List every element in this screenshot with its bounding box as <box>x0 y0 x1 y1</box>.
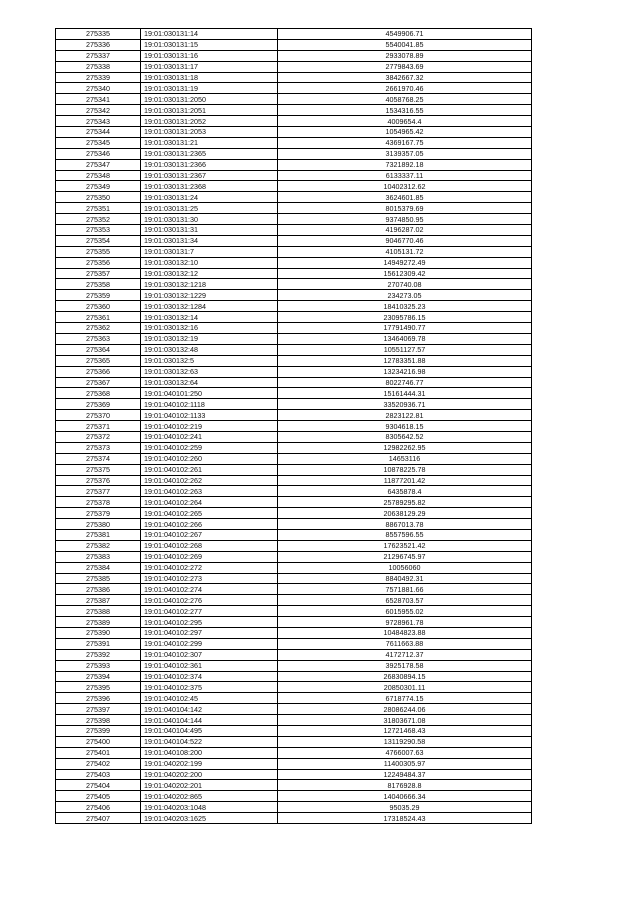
table-body <box>56 29 532 824</box>
cadastral-number-cell: 19:01:040104:522 <box>141 736 278 747</box>
table-row <box>56 61 532 72</box>
table-row <box>56 105 532 116</box>
cadastral-value-cell: 6133337.11 <box>278 170 532 181</box>
row-number-cell: 275344 <box>56 127 141 138</box>
table-row <box>56 715 532 726</box>
row-number-cell: 275381 <box>56 529 141 540</box>
cadastral-number-cell: 19:01:040102:45 <box>141 693 278 704</box>
row-number-cell: 275379 <box>56 508 141 519</box>
cadastral-value-cell: 33520936.71 <box>278 399 532 410</box>
cadastral-value-cell: 9046770.46 <box>278 235 532 246</box>
table-row <box>56 323 532 334</box>
cadastral-number-cell: 19:01:030131:2365 <box>141 148 278 159</box>
table-row <box>56 540 532 551</box>
cadastral-value-cell: 10056060 <box>278 562 532 573</box>
table-row <box>56 137 532 148</box>
table-row <box>56 290 532 301</box>
cadastral-number-cell: 19:01:030131:21 <box>141 137 278 148</box>
cadastral-value-cell: 26830894.15 <box>278 671 532 682</box>
table-row <box>56 421 532 432</box>
table-row <box>56 431 532 442</box>
cadastral-number-cell: 19:01:040102:374 <box>141 671 278 682</box>
cadastral-number-cell: 19:01:040102:277 <box>141 606 278 617</box>
cadastral-value-cell: 3842667.32 <box>278 72 532 83</box>
cadastral-value-cell: 95035.29 <box>278 802 532 813</box>
row-number-cell: 275402 <box>56 758 141 769</box>
table-row <box>56 148 532 159</box>
cadastral-number-cell: 19:01:040102:295 <box>141 617 278 628</box>
cadastral-value-cell: 14653116 <box>278 453 532 464</box>
cadastral-value-cell: 2823122.81 <box>278 410 532 421</box>
row-number-cell: 275347 <box>56 159 141 170</box>
cadastral-number-cell: 19:01:040102:264 <box>141 497 278 508</box>
cadastral-number-cell: 19:01:040202:865 <box>141 791 278 802</box>
cadastral-value-table <box>55 28 532 824</box>
table-row <box>56 726 532 737</box>
table-row <box>56 301 532 312</box>
table-row <box>56 649 532 660</box>
row-number-cell: 275400 <box>56 736 141 747</box>
row-number-cell: 275351 <box>56 203 141 214</box>
table-row <box>56 747 532 758</box>
row-number-cell: 275341 <box>56 94 141 105</box>
cadastral-value-cell: 31803671.08 <box>278 715 532 726</box>
row-number-cell: 275364 <box>56 344 141 355</box>
cadastral-value-cell: 14040666.34 <box>278 791 532 802</box>
row-number-cell: 275356 <box>56 257 141 268</box>
cadastral-value-cell: 12249484.37 <box>278 769 532 780</box>
cadastral-value-cell: 14949272.49 <box>278 257 532 268</box>
row-number-cell: 275403 <box>56 769 141 780</box>
table-row <box>56 562 532 573</box>
row-number-cell: 275357 <box>56 268 141 279</box>
row-number-cell: 275365 <box>56 355 141 366</box>
cadastral-number-cell: 19:01:040102:259 <box>141 442 278 453</box>
row-number-cell: 275397 <box>56 704 141 715</box>
table-row <box>56 736 532 747</box>
table-row <box>56 333 532 344</box>
row-number-cell: 275375 <box>56 464 141 475</box>
row-number-cell: 275363 <box>56 333 141 344</box>
cadastral-number-cell: 19:01:040102:263 <box>141 486 278 497</box>
row-number-cell: 275373 <box>56 442 141 453</box>
cadastral-value-cell: 7571881.66 <box>278 584 532 595</box>
table-row <box>56 453 532 464</box>
cadastral-number-cell: 19:01:030131:16 <box>141 50 278 61</box>
cadastral-number-cell: 19:01:030131:34 <box>141 235 278 246</box>
cadastral-value-cell: 10402312.62 <box>278 181 532 192</box>
row-number-cell: 275355 <box>56 246 141 257</box>
row-number-cell: 275384 <box>56 562 141 573</box>
cadastral-number-cell: 19:01:030132:63 <box>141 366 278 377</box>
cadastral-value-cell: 18410325.23 <box>278 301 532 312</box>
row-number-cell: 275343 <box>56 116 141 127</box>
row-number-cell: 275396 <box>56 693 141 704</box>
cadastral-value-cell: 12783351.88 <box>278 355 532 366</box>
cadastral-value-cell: 8867013.78 <box>278 519 532 530</box>
cadastral-number-cell: 19:01:030132:1284 <box>141 301 278 312</box>
row-number-cell: 275394 <box>56 671 141 682</box>
cadastral-number-cell: 19:01:030132:16 <box>141 323 278 334</box>
cadastral-number-cell: 19:01:040102:375 <box>141 682 278 693</box>
cadastral-value-cell: 13119290.58 <box>278 736 532 747</box>
table-row <box>56 519 532 530</box>
table-row <box>56 203 532 214</box>
cadastral-value-cell: 20638129.29 <box>278 508 532 519</box>
row-number-cell: 275345 <box>56 137 141 148</box>
row-number-cell: 275405 <box>56 791 141 802</box>
row-number-cell: 275337 <box>56 50 141 61</box>
cadastral-number-cell: 19:01:030131:19 <box>141 83 278 94</box>
cadastral-number-cell: 19:01:030131:14 <box>141 29 278 40</box>
cadastral-value-cell: 7611663.88 <box>278 638 532 649</box>
cadastral-value-cell: 234273.05 <box>278 290 532 301</box>
table-row <box>56 72 532 83</box>
cadastral-number-cell: 19:01:030131:2368 <box>141 181 278 192</box>
cadastral-number-cell: 19:01:030131:17 <box>141 61 278 72</box>
cadastral-value-cell: 21296745.97 <box>278 551 532 562</box>
cadastral-value-cell: 20850301.11 <box>278 682 532 693</box>
table-row <box>56 682 532 693</box>
row-number-cell: 275346 <box>56 148 141 159</box>
cadastral-value-cell: 9304618.15 <box>278 421 532 432</box>
table-row <box>56 497 532 508</box>
cadastral-number-cell: 19:01:040202:201 <box>141 780 278 791</box>
cadastral-number-cell: 19:01:040203:1048 <box>141 802 278 813</box>
table-row <box>56 344 532 355</box>
cadastral-number-cell: 19:01:030131:18 <box>141 72 278 83</box>
table-row <box>56 235 532 246</box>
cadastral-number-cell: 19:01:030132:48 <box>141 344 278 355</box>
table-row <box>56 399 532 410</box>
table-row <box>56 279 532 290</box>
row-number-cell: 275342 <box>56 105 141 116</box>
table-row <box>56 257 532 268</box>
cadastral-value-cell: 28086244.06 <box>278 704 532 715</box>
cadastral-value-cell: 4196287.02 <box>278 225 532 236</box>
table-row <box>56 246 532 257</box>
cadastral-value-cell: 15612309.42 <box>278 268 532 279</box>
table-row <box>56 693 532 704</box>
row-number-cell: 275350 <box>56 192 141 203</box>
table-row <box>56 671 532 682</box>
row-number-cell: 275388 <box>56 606 141 617</box>
row-number-cell: 275404 <box>56 780 141 791</box>
cadastral-value-cell: 270740.08 <box>278 279 532 290</box>
cadastral-number-cell: 19:01:030131:7 <box>141 246 278 257</box>
cadastral-number-cell: 19:01:030131:2367 <box>141 170 278 181</box>
table-row <box>56 94 532 105</box>
table-row <box>56 50 532 61</box>
cadastral-value-cell: 4009654.4 <box>278 116 532 127</box>
cadastral-number-cell: 19:01:040102:297 <box>141 627 278 638</box>
cadastral-value-cell: 3624601.85 <box>278 192 532 203</box>
cadastral-number-cell: 19:01:030131:30 <box>141 214 278 225</box>
table-row <box>56 660 532 671</box>
row-number-cell: 275348 <box>56 170 141 181</box>
table-row <box>56 638 532 649</box>
row-number-cell: 275389 <box>56 617 141 628</box>
table-row <box>56 780 532 791</box>
table-row <box>56 791 532 802</box>
row-number-cell: 275374 <box>56 453 141 464</box>
cadastral-number-cell: 19:01:040102:299 <box>141 638 278 649</box>
cadastral-number-cell: 19:01:040102:276 <box>141 595 278 606</box>
cadastral-value-cell: 12721468.43 <box>278 726 532 737</box>
table-row <box>56 508 532 519</box>
row-number-cell: 275360 <box>56 301 141 312</box>
cadastral-value-cell: 11400305.97 <box>278 758 532 769</box>
row-number-cell: 275370 <box>56 410 141 421</box>
table-row <box>56 584 532 595</box>
cadastral-value-cell: 12982262.95 <box>278 442 532 453</box>
row-number-cell: 275362 <box>56 323 141 334</box>
table-row <box>56 268 532 279</box>
cadastral-value-cell: 6718774.15 <box>278 693 532 704</box>
table-row <box>56 225 532 236</box>
cadastral-value-cell: 3925178.58 <box>278 660 532 671</box>
table-row <box>56 159 532 170</box>
row-number-cell: 275383 <box>56 551 141 562</box>
row-number-cell: 275393 <box>56 660 141 671</box>
row-number-cell: 275338 <box>56 61 141 72</box>
cadastral-value-cell: 6435878.4 <box>278 486 532 497</box>
table-row <box>56 312 532 323</box>
cadastral-value-cell: 13234216.98 <box>278 366 532 377</box>
row-number-cell: 275354 <box>56 235 141 246</box>
table-row <box>56 627 532 638</box>
table-row <box>56 551 532 562</box>
cadastral-number-cell: 19:01:030132:5 <box>141 355 278 366</box>
cadastral-value-cell: 11877201.42 <box>278 475 532 486</box>
cadastral-value-cell: 2933078.89 <box>278 50 532 61</box>
cadastral-number-cell: 19:01:030131:24 <box>141 192 278 203</box>
row-number-cell: 275387 <box>56 595 141 606</box>
cadastral-number-cell: 19:01:040203:1625 <box>141 813 278 824</box>
table-row <box>56 377 532 388</box>
row-number-cell: 275366 <box>56 366 141 377</box>
table-row <box>56 529 532 540</box>
table-row <box>56 366 532 377</box>
cadastral-number-cell: 19:01:040104:495 <box>141 726 278 737</box>
cadastral-value-cell: 4549906.71 <box>278 29 532 40</box>
row-number-cell: 275407 <box>56 813 141 824</box>
row-number-cell: 275353 <box>56 225 141 236</box>
row-number-cell: 275352 <box>56 214 141 225</box>
cadastral-value-cell: 6015955.02 <box>278 606 532 617</box>
cadastral-number-cell: 19:01:040202:200 <box>141 769 278 780</box>
table-row <box>56 573 532 584</box>
cadastral-number-cell: 19:01:030131:2366 <box>141 159 278 170</box>
table-row <box>56 214 532 225</box>
cadastral-number-cell: 19:01:030131:2050 <box>141 94 278 105</box>
cadastral-value-cell: 9728961.78 <box>278 617 532 628</box>
row-number-cell: 275369 <box>56 399 141 410</box>
row-number-cell: 275349 <box>56 181 141 192</box>
row-number-cell: 275371 <box>56 421 141 432</box>
row-number-cell: 275386 <box>56 584 141 595</box>
cadastral-number-cell: 19:01:040202:199 <box>141 758 278 769</box>
cadastral-value-cell: 4369167.75 <box>278 137 532 148</box>
row-number-cell: 275372 <box>56 431 141 442</box>
cadastral-value-cell: 8305642.52 <box>278 431 532 442</box>
table-row <box>56 704 532 715</box>
table-row <box>56 617 532 628</box>
cadastral-number-cell: 19:01:030131:25 <box>141 203 278 214</box>
table-row <box>56 486 532 497</box>
table-row <box>56 410 532 421</box>
row-number-cell: 275368 <box>56 388 141 399</box>
cadastral-value-cell: 10551127.57 <box>278 344 532 355</box>
cadastral-number-cell: 19:01:040102:267 <box>141 529 278 540</box>
table-row <box>56 127 532 138</box>
cadastral-number-cell: 19:01:030132:64 <box>141 377 278 388</box>
cadastral-number-cell: 19:01:030131:2053 <box>141 127 278 138</box>
table-row <box>56 83 532 94</box>
row-number-cell: 275335 <box>56 29 141 40</box>
table-row <box>56 475 532 486</box>
cadastral-value-cell: 1534316.55 <box>278 105 532 116</box>
cadastral-value-cell: 10484823.88 <box>278 627 532 638</box>
cadastral-number-cell: 19:01:040102:269 <box>141 551 278 562</box>
table-row <box>56 595 532 606</box>
row-number-cell: 275336 <box>56 39 141 50</box>
row-number-cell: 275339 <box>56 72 141 83</box>
table-row <box>56 116 532 127</box>
table-row <box>56 355 532 366</box>
cadastral-number-cell: 19:01:030131:31 <box>141 225 278 236</box>
table-row <box>56 464 532 475</box>
cadastral-number-cell: 19:01:040104:142 <box>141 704 278 715</box>
cadastral-number-cell: 19:01:040101:250 <box>141 388 278 399</box>
cadastral-value-cell: 7321892.18 <box>278 159 532 170</box>
cadastral-number-cell: 19:01:030132:1229 <box>141 290 278 301</box>
row-number-cell: 275377 <box>56 486 141 497</box>
cadastral-value-cell: 17318524.43 <box>278 813 532 824</box>
row-number-cell: 275359 <box>56 290 141 301</box>
row-number-cell: 275385 <box>56 573 141 584</box>
cadastral-number-cell: 19:01:040102:265 <box>141 508 278 519</box>
table-row <box>56 758 532 769</box>
cadastral-value-cell: 2779843.69 <box>278 61 532 72</box>
table-row <box>56 769 532 780</box>
cadastral-value-cell: 8022746.77 <box>278 377 532 388</box>
row-number-cell: 275401 <box>56 747 141 758</box>
row-number-cell: 275376 <box>56 475 141 486</box>
cadastral-value-cell: 3139357.05 <box>278 148 532 159</box>
cadastral-number-cell: 19:01:040102:262 <box>141 475 278 486</box>
cadastral-number-cell: 19:01:030132:1218 <box>141 279 278 290</box>
cadastral-number-cell: 19:01:040102:1118 <box>141 399 278 410</box>
row-number-cell: 275395 <box>56 682 141 693</box>
row-number-cell: 275392 <box>56 649 141 660</box>
cadastral-value-cell: 17791490.77 <box>278 323 532 334</box>
cadastral-number-cell: 19:01:040102:307 <box>141 649 278 660</box>
cadastral-number-cell: 19:01:040104:144 <box>141 715 278 726</box>
table-row <box>56 192 532 203</box>
cadastral-number-cell: 19:01:040102:361 <box>141 660 278 671</box>
cadastral-value-cell: 23095786.15 <box>278 312 532 323</box>
cadastral-value-cell: 17623521.42 <box>278 540 532 551</box>
cadastral-number-cell: 19:01:040102:241 <box>141 431 278 442</box>
table-row <box>56 813 532 824</box>
table-row <box>56 170 532 181</box>
table-row <box>56 606 532 617</box>
cadastral-number-cell: 19:01:030132:14 <box>141 312 278 323</box>
cadastral-value-cell: 1054965.42 <box>278 127 532 138</box>
cadastral-value-cell: 6528703.57 <box>278 595 532 606</box>
row-number-cell: 275399 <box>56 726 141 737</box>
cadastral-value-cell: 15161444.31 <box>278 388 532 399</box>
row-number-cell: 275380 <box>56 519 141 530</box>
cadastral-value-cell: 4105131.72 <box>278 246 532 257</box>
cadastral-number-cell: 19:01:040102:1133 <box>141 410 278 421</box>
row-number-cell: 275398 <box>56 715 141 726</box>
cadastral-number-cell: 19:01:040102:273 <box>141 573 278 584</box>
table-row <box>56 802 532 813</box>
cadastral-value-cell: 5540041.85 <box>278 39 532 50</box>
cadastral-value-cell: 9374850.95 <box>278 214 532 225</box>
cadastral-number-cell: 19:01:030131:15 <box>141 39 278 50</box>
row-number-cell: 275390 <box>56 627 141 638</box>
cadastral-number-cell: 19:01:040102:260 <box>141 453 278 464</box>
cadastral-number-cell: 19:01:030131:2051 <box>141 105 278 116</box>
cadastral-number-cell: 19:01:040102:274 <box>141 584 278 595</box>
row-number-cell: 275358 <box>56 279 141 290</box>
table-row <box>56 29 532 40</box>
cadastral-value-cell: 4766007.63 <box>278 747 532 758</box>
row-number-cell: 275391 <box>56 638 141 649</box>
row-number-cell: 275361 <box>56 312 141 323</box>
cadastral-number-cell: 19:01:040102:261 <box>141 464 278 475</box>
table-row <box>56 442 532 453</box>
cadastral-number-cell: 19:01:040102:272 <box>141 562 278 573</box>
cadastral-value-cell: 25789295.82 <box>278 497 532 508</box>
cadastral-value-cell: 4172712.37 <box>278 649 532 660</box>
cadastral-number-cell: 19:01:030132:10 <box>141 257 278 268</box>
row-number-cell: 275382 <box>56 540 141 551</box>
table-row <box>56 39 532 50</box>
row-number-cell: 275378 <box>56 497 141 508</box>
cadastral-number-cell: 19:01:040102:268 <box>141 540 278 551</box>
cadastral-value-cell: 4058768.25 <box>278 94 532 105</box>
cadastral-value-cell: 8557596.55 <box>278 529 532 540</box>
table-row <box>56 181 532 192</box>
cadastral-number-cell: 19:01:030132:19 <box>141 333 278 344</box>
table-row <box>56 388 532 399</box>
cadastral-number-cell: 19:01:030131:2052 <box>141 116 278 127</box>
row-number-cell: 275367 <box>56 377 141 388</box>
cadastral-value-cell: 8015379.69 <box>278 203 532 214</box>
cadastral-value-cell: 13464069.78 <box>278 333 532 344</box>
cadastral-number-cell: 19:01:030132:12 <box>141 268 278 279</box>
row-number-cell: 275340 <box>56 83 141 94</box>
cadastral-number-cell: 19:01:040102:266 <box>141 519 278 530</box>
cadastral-value-cell: 8840492.31 <box>278 573 532 584</box>
cadastral-value-cell: 10878225.78 <box>278 464 532 475</box>
cadastral-number-cell: 19:01:040108:200 <box>141 747 278 758</box>
cadastral-value-cell: 8176928.8 <box>278 780 532 791</box>
cadastral-value-cell: 2661970.46 <box>278 83 532 94</box>
cadastral-number-cell: 19:01:040102:219 <box>141 421 278 432</box>
row-number-cell: 275406 <box>56 802 141 813</box>
